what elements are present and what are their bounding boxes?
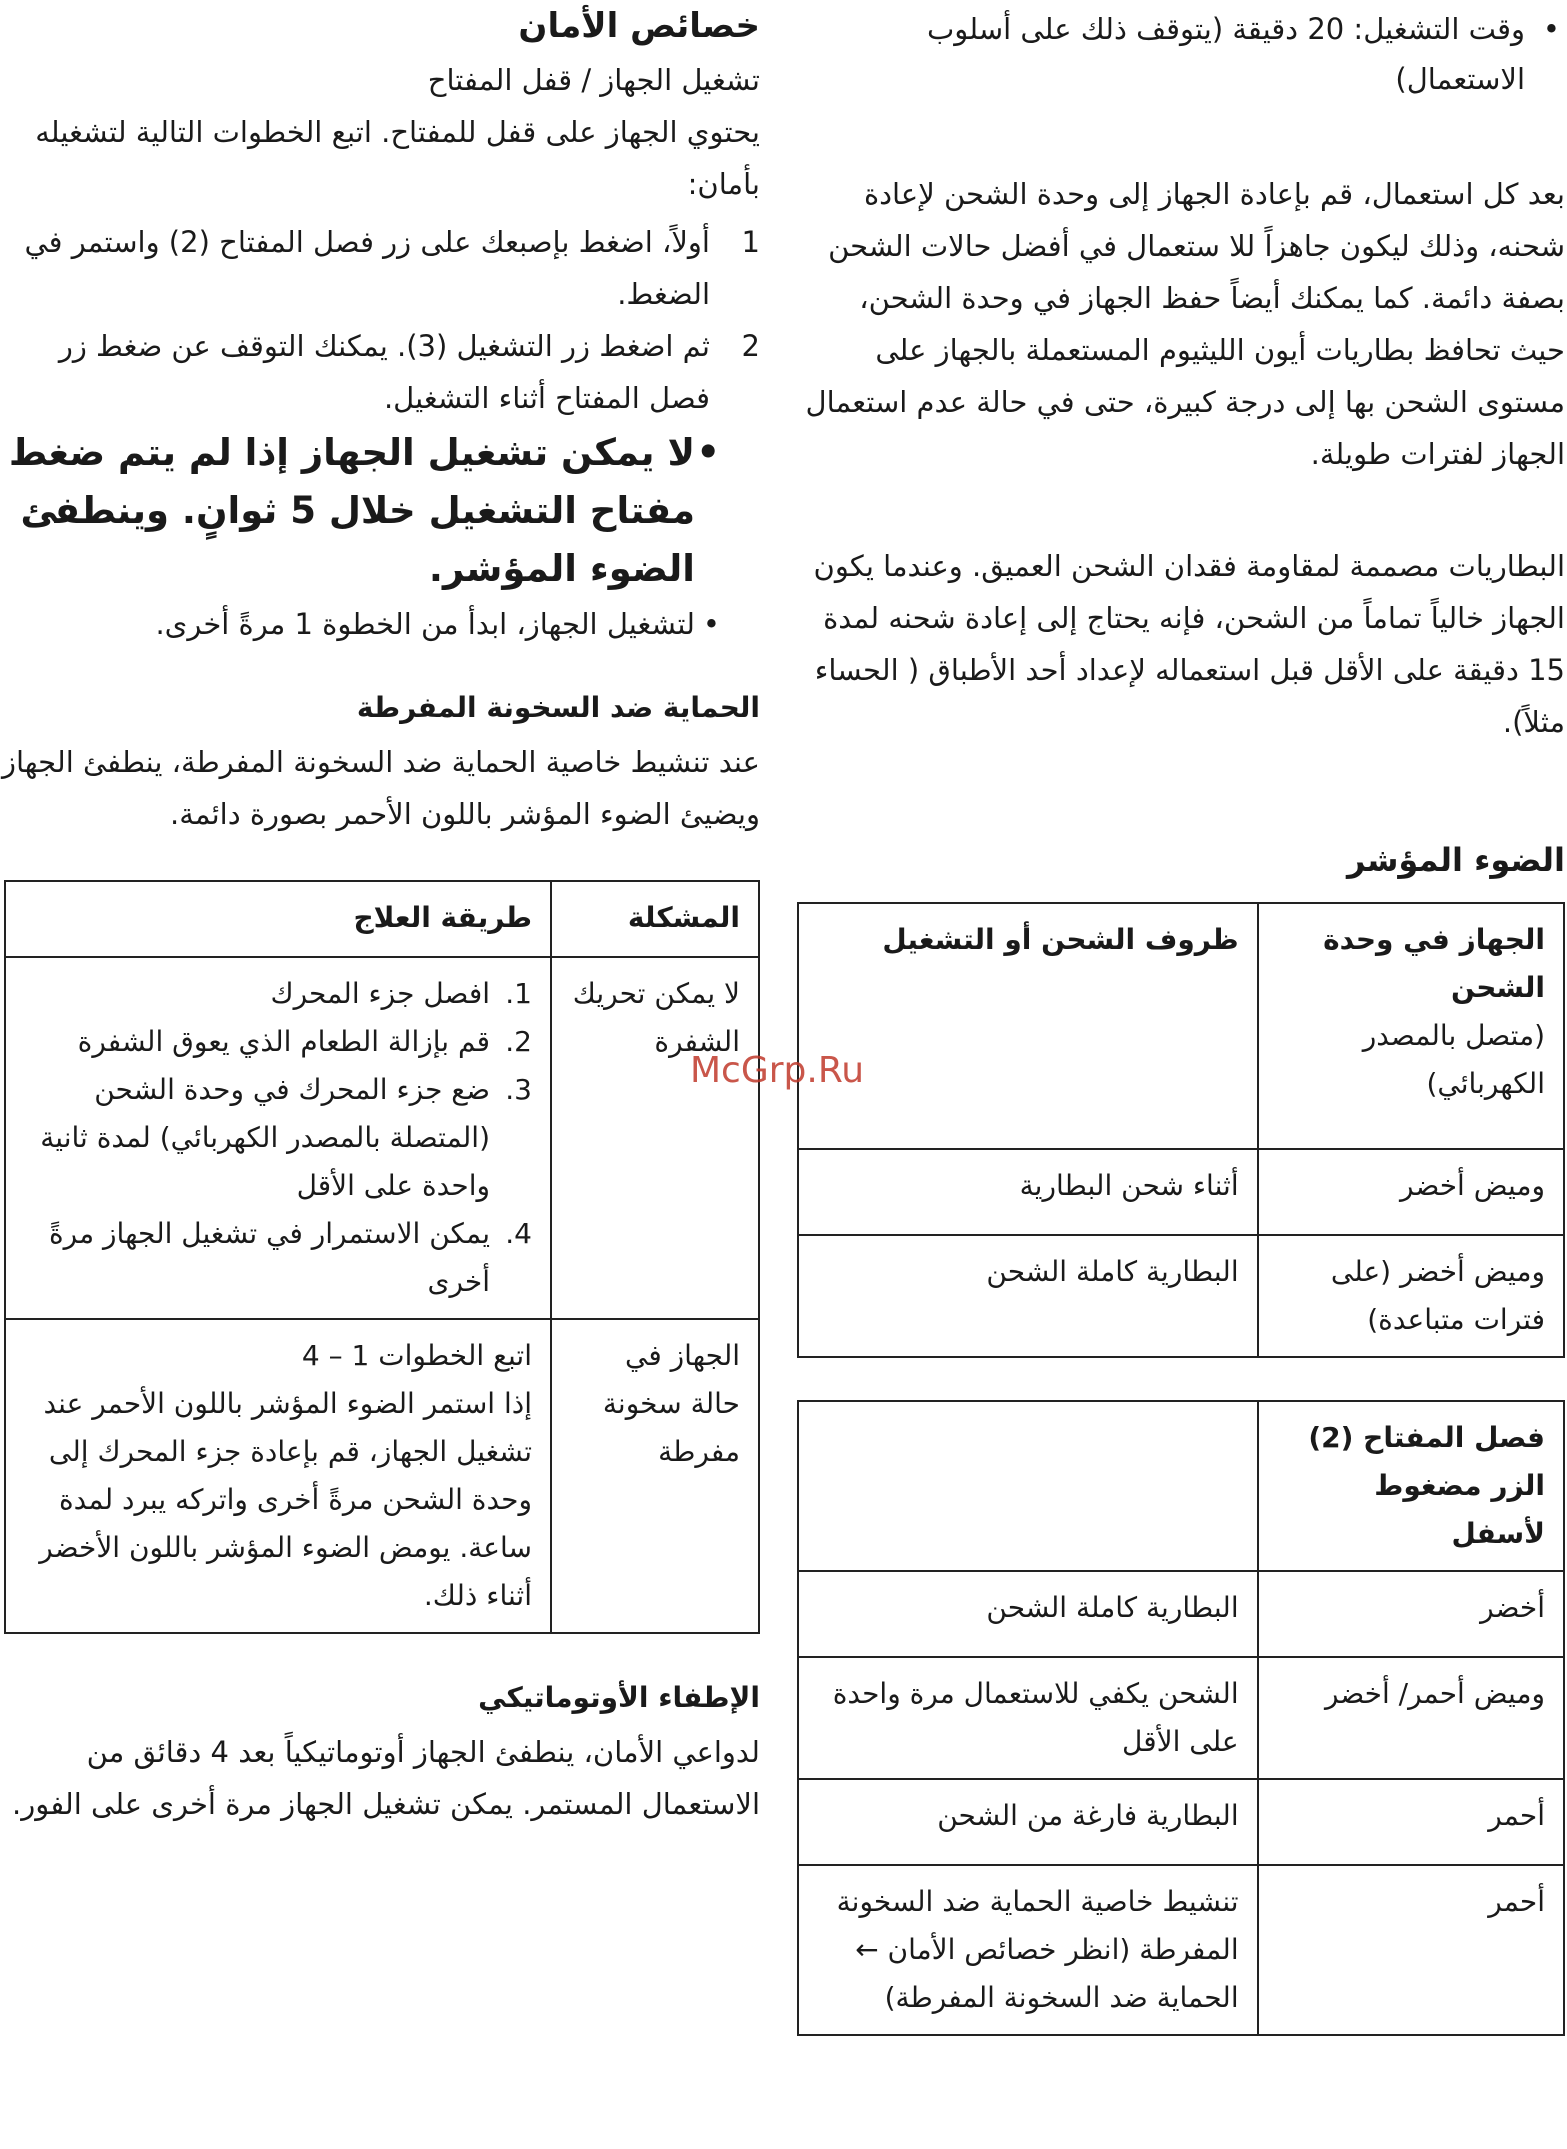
list-item bbox=[0, 216, 760, 320]
remedy-number: 1. bbox=[505, 977, 532, 1010]
remedy-step bbox=[24, 1066, 532, 1210]
table-cell-desc: أثناء شحن البطارية bbox=[798, 1149, 1258, 1235]
table-cell-remedy bbox=[5, 957, 551, 1319]
bullet-dot-icon: • bbox=[696, 431, 720, 474]
table-header-charging-conditions: ظروف الشحن أو التشغيل bbox=[798, 903, 1258, 1149]
safety-heading: خصائص الأمان bbox=[518, 6, 760, 46]
step-text: أولاً، اضغط بإصبعك على زر فصل المفتاح (2) واستمر في الضغط. bbox=[24, 225, 710, 311]
remedy-number: 2. bbox=[505, 1025, 532, 1058]
table-cell-desc: البطارية كاملة الشحن bbox=[798, 1571, 1258, 1657]
table-header-note: (متصل بالمصدر الكهربائي) bbox=[1362, 1019, 1545, 1100]
table-row bbox=[798, 1779, 1564, 1865]
table-header-lock-pressed: فصل المفتاح (2) الزر مضغوط لأسفل bbox=[1258, 1401, 1564, 1571]
remedy-number: 4. bbox=[505, 1217, 532, 1250]
table-row bbox=[5, 957, 759, 1319]
notes-list bbox=[0, 424, 760, 650]
note-big-text: لا يمكن تشغيل الجهاز إذا لم يتم ضغط مفتاح التشغيل خلال 5 ثوانٍ. وينطفئ الضوء المؤشر. bbox=[8, 431, 695, 590]
indicator-table-2 bbox=[797, 1400, 1565, 2036]
charging-paragraph: بعد كل استعمال، قم بإعادة الجهاز إلى وحدة الشحن لإعادة شحنه، وذلك ليكون جاهزاً للا ستعمال في أفضل حالات الشحن بصفة دائمة. كما يمكنك أيضاً حفظ الجهاز في وحدة الشحن، حيث تحافظ بطاريات أيون الليثيوم المستعملة بالجهاز على مستوى الشحن بها إلى درجة كبيرة، حتى في حالة عدم استعمال الجهاز لفترات طويلة. bbox=[805, 177, 1565, 471]
table-row bbox=[798, 1235, 1564, 1357]
indicator-heading: الضوء المؤشر bbox=[1347, 841, 1565, 879]
remedy-text: ضع جزء المحرك في وحدة الشحن (المتصلة بالمصدر الكهربائي) لمدة ثانية واحدة على الأقل bbox=[40, 1073, 490, 1202]
watermark: McGrp.Ru bbox=[690, 1050, 865, 1091]
table-row bbox=[5, 1319, 759, 1633]
overheat-text: عند تنشيط خاصية الحماية ضد السخونة المفرطة، ينطفئ الجهاز ويضيئ الضوء المؤشر باللون الأحمر بصورة دائمة. bbox=[1, 745, 760, 831]
remedy-text: قم بإزالة الطعام الذي يعوق الشفرة bbox=[77, 1025, 490, 1058]
table-row bbox=[798, 1657, 1564, 1779]
table-cell-desc: تنشيط خاصية الحماية ضد السخونة المفرطة (انظر خصائص الأمان ← الحماية ضد السخونة المفرطة) bbox=[798, 1865, 1258, 2035]
table-cell-remedy bbox=[5, 1319, 551, 1633]
table-row bbox=[798, 1865, 1564, 2035]
remedy-text: افصل جزء المحرك bbox=[270, 977, 490, 1010]
remedy-text: يمكن الاستمرار في تشغيل الجهاز مرةً أخرى bbox=[49, 1217, 490, 1298]
table-row bbox=[798, 1149, 1564, 1235]
list-item bbox=[0, 598, 760, 650]
auto-off-text: لدواعي الأمان، ينطفئ الجهاز أوتوماتيكياً بعد 4 دقائق من الاستعمال المستمر. يمكن تشغيل الجهاز مرة أخرى على الفور. bbox=[12, 1735, 760, 1821]
table-cell-problem: الجهاز في حالة سخونة مفرطة bbox=[551, 1319, 759, 1633]
table-header-empty bbox=[798, 1401, 1258, 1571]
table-row bbox=[798, 1571, 1564, 1657]
table-header-problem: المشكلة bbox=[551, 881, 759, 957]
remedy-line: اتبع الخطوات 1 – 4 bbox=[301, 1339, 532, 1372]
table-cell-desc: الشحن يكفي للاستعمال مرة واحدة على الأقل bbox=[798, 1657, 1258, 1779]
left-column bbox=[0, 4, 760, 1830]
table-cell-state: أحمر bbox=[1258, 1865, 1564, 2035]
lock-subheading: تشغيل الجهاز / قفل المفتاح bbox=[427, 63, 760, 97]
battery-paragraph: البطاريات مصممة لمقاومة فقدان الشحن العميق. وعندما يكون الجهاز خالياً تماماً من الشحن، فإنه يحتاج إلى إعادة شحنه لمدة 15 دقيقة على الأقل قبل استعماله لإعداد أحد الأطباق ( الحساء مثلاً). bbox=[813, 549, 1565, 739]
table-row bbox=[5, 881, 759, 957]
table-cell bbox=[1258, 903, 1564, 1149]
list-item bbox=[0, 320, 760, 424]
remedy-step bbox=[24, 1210, 532, 1306]
remedy-number: 3. bbox=[505, 1073, 532, 1106]
remedy-step bbox=[24, 1018, 532, 1066]
table-row bbox=[798, 903, 1564, 1149]
table-cell-desc: البطارية كاملة الشحن bbox=[798, 1235, 1258, 1357]
note-small-text: لتشغيل الجهاز، ابدأ من الخطوة 1 مرةً أخرى. bbox=[155, 607, 695, 641]
table-cell-state: وميض أخضر (على فترات متباعدة) bbox=[1258, 1235, 1564, 1357]
auto-off-heading: الإطفاء الأوتوماتيكي bbox=[478, 1681, 760, 1714]
remedy-step bbox=[24, 970, 532, 1018]
steps-list bbox=[0, 216, 760, 424]
table-cell-desc: البطارية فارغة من الشحن bbox=[798, 1779, 1258, 1865]
step-number: 2 bbox=[741, 329, 760, 363]
bullet-dot-icon: • bbox=[702, 607, 720, 641]
runtime-bullet bbox=[795, 4, 1565, 104]
table-cell-state: أخضر bbox=[1258, 1571, 1564, 1657]
bullet-dot-icon: • bbox=[1542, 12, 1560, 46]
table-header-device-in-charger: الجهاز في وحدة الشحن bbox=[1323, 923, 1545, 1004]
overheat-heading: الحماية ضد السخونة المفرطة bbox=[356, 691, 760, 724]
table-header-remedy: طريقة العلاج bbox=[5, 881, 551, 957]
table-cell-state: أحمر bbox=[1258, 1779, 1564, 1865]
troubleshooting-table bbox=[4, 880, 760, 1634]
table-cell-state: وميض أخضر bbox=[1258, 1149, 1564, 1235]
table-cell-state: وميض أحمر/ أخضر bbox=[1258, 1657, 1564, 1779]
step-text: ثم اضغط زر التشغيل (3). يمكنك التوقف عن ضغط زر فصل المفتاح أثناء التشغيل. bbox=[58, 329, 710, 415]
table-cell-problem: لا يمكن تحريك الشفرة bbox=[551, 957, 759, 1319]
list-item bbox=[0, 424, 760, 598]
indicator-table-1 bbox=[797, 902, 1565, 1358]
step-number: 1 bbox=[741, 225, 760, 259]
runtime-text: وقت التشغيل: 20 دقيقة (يتوقف ذلك على أسلوب الاستعمال) bbox=[926, 12, 1525, 96]
right-column bbox=[795, 4, 1565, 2036]
table-row bbox=[798, 1401, 1564, 1571]
lock-intro: يحتوي الجهاز على قفل للمفتاح. اتبع الخطوات التالية لتشغيله بأمان: bbox=[35, 115, 760, 201]
remedy-text: إذا استمر الضوء المؤشر باللون الأحمر عند تشغيل الجهاز، قم بإعادة جزء المحرك إلى وحدة الشحن مرةً أخرى واتركه يبرد لمدة ساعة. يومض الضوء المؤشر باللون الأخضر أثناء ذلك. bbox=[39, 1387, 532, 1612]
